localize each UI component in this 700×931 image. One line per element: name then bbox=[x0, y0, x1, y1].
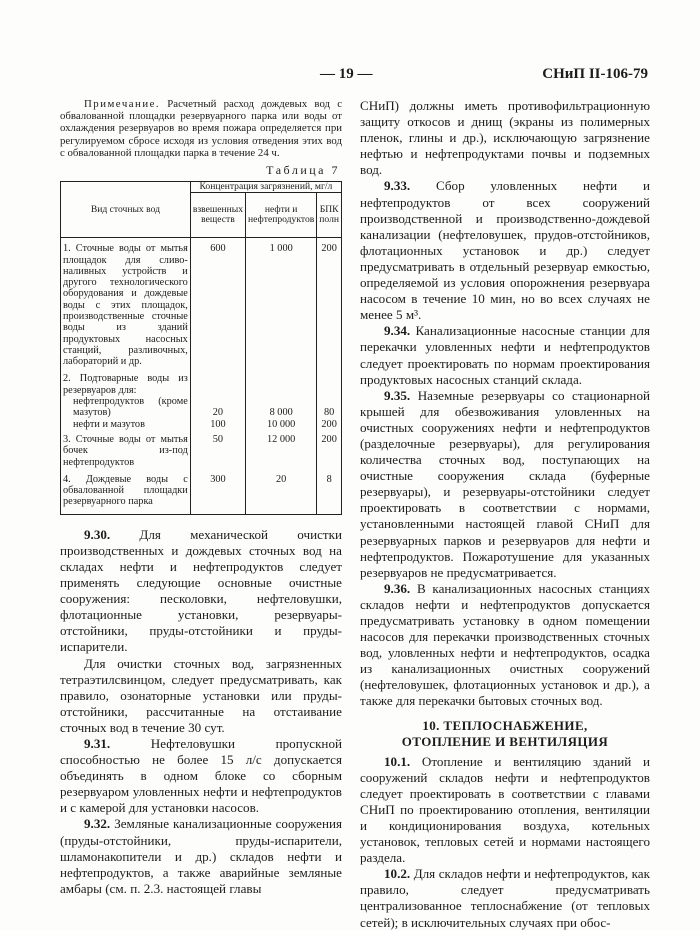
row-oil: 8 000 bbox=[246, 396, 317, 419]
table-caption: Таблица 7 bbox=[266, 163, 340, 178]
paragraph-9-30-b: Для очистки сточных вод, загрязненных тетраэтилсвинцом, следует предусматривать, как правило, озонаторные установки или пруды-отстойники, рассчитанные на отстаивание сточных вод в течение 30 сут. bbox=[60, 655, 342, 735]
row-bod bbox=[317, 367, 342, 396]
concentration-table bbox=[60, 181, 342, 515]
paragraph-number: 9.34. bbox=[384, 323, 411, 339]
paragraph-9-36 bbox=[360, 581, 650, 710]
paragraph-number: 9.31. bbox=[84, 735, 111, 751]
row-suspended bbox=[190, 367, 245, 396]
row-label: 1. Сточные воды от мытья площадок для сливо-наливных устройств и другого технологического оборудования и дождевые воды с этих площадок, производственные сточные воды из зданий продуктовых насосных станций, разливочных, лабораторий и др. bbox=[61, 238, 191, 368]
row-label: 2. Подтоварные воды из резервуаров для: bbox=[61, 367, 191, 396]
row-bod: 200 bbox=[317, 238, 342, 368]
table-row bbox=[61, 238, 342, 368]
paragraph-number: 10.2. bbox=[384, 866, 411, 882]
table-row bbox=[61, 367, 342, 396]
row-suspended: 50 bbox=[190, 430, 245, 468]
paragraph-text: Нефтеловушки пропускной способностью не более 15 л/с допускается объединять в одном блоке со сборным резервуаром уловленных нефти и нефтепродуктов и с камерой для установки насосов. bbox=[60, 735, 342, 816]
row-label: 4. Дождевые воды с обвалованной площадки резервуарного парка bbox=[61, 468, 191, 514]
header-suspended: взвешенных веществ bbox=[190, 193, 245, 238]
paragraph-9-30 bbox=[60, 527, 342, 656]
paragraph-9-32 bbox=[60, 816, 342, 896]
paragraph-text: Земляные канализационные сооружения (пруды-отстойники, пруды-испарители, шламонакопители и др.) складов нефти и нефтепродуктов, а также аварийные земляные амбары (см. п. 2.3. настоящей главы bbox=[60, 816, 342, 896]
row-oil: 20 bbox=[246, 468, 317, 514]
row-bod: 200 bbox=[317, 419, 342, 430]
paragraph-text: Для механической очистки производственных и дождевых сточных вод на складах нефти и нефтепродуктов следует применять следующие основные очистные сооружения: песколовки, нефтеловушки, флотационные установки, резервуары-отстойники, пруды-отстойники и пруды-испарители. bbox=[60, 526, 342, 655]
paragraph-continuation: СНиП) должны иметь противофильтрационную защиту откосов и днищ (экраны из полимерных пленок, глины и др.), исключающую загрязнение нефтью и нефтепродуктами почвы и подземных вод. bbox=[360, 98, 650, 178]
paragraph-10-2 bbox=[360, 866, 650, 930]
document-code: СНиП II-106-79 bbox=[542, 66, 648, 82]
header-bod: БПК полн bbox=[317, 193, 342, 238]
paragraph-text: Отопление и вентиляцию зданий и сооружений складов нефти и нефтепродуктов следует проектировать в соответствии с главами СНиП по проектированию отопления, вентиляции и кондиционирования воздуха, котельных установок, тепловых сетей и нормами настоящего раздела. bbox=[360, 753, 650, 866]
row-oil: 10 000 bbox=[246, 419, 317, 430]
table-row bbox=[61, 396, 342, 419]
row-suspended: 600 bbox=[190, 238, 245, 368]
paragraph-text: Наземные резервуары со стационарной крышей для обезвоживания уловленных на очистных сооружениях нефти и нефтепродуктов (разделочные резервуары), для регулирования количества сточных вод, поступающих на очистные сооружения склада (буферные резервуары), и резервуары-отстойники следует проектировать в соответствии с нормами, установленными настоящей главой СНиП для резервуарных парков и резервуаров для нефти и нефтепродуктов. Пожаротушение для указанных резервуаров не предусматривается. bbox=[360, 387, 650, 580]
row-oil: 1 000 bbox=[246, 238, 317, 368]
table-note bbox=[60, 98, 342, 159]
table-row bbox=[61, 419, 342, 430]
row-label: нефти и мазутов bbox=[61, 419, 191, 430]
row-bod: 80 bbox=[317, 396, 342, 419]
paragraph-number: 10.1. bbox=[384, 753, 411, 769]
paragraph-9-34 bbox=[360, 323, 650, 387]
row-suspended: 20 bbox=[190, 396, 245, 419]
paragraph-number: 9.35. bbox=[384, 387, 411, 403]
row-label: нефтепродуктов (кроме мазутов) bbox=[61, 396, 191, 419]
paragraph-text: В канализационных насосных станциях складов нефти и нефтепродуктов допускается предусматривать установку в одном помещении насосов для перекачки производственных сточных вод, уловленных нефти и нефтепродуктов, осадка из канализационных очистных сооружений (нефтеловушек, флотационных установок и др.), а также для перекачки бытовых сточных вод. bbox=[360, 580, 651, 709]
paragraph-number: 9.32. bbox=[84, 816, 111, 832]
table-row bbox=[61, 468, 342, 514]
row-label: 3. Сточные воды от мытья бочек из-под нефтепродуктов bbox=[61, 430, 191, 468]
paragraph-9-35 bbox=[360, 388, 650, 581]
section-title-line-1: 10. ТЕПЛОСНАБЖЕНИЕ, bbox=[422, 717, 588, 733]
row-suspended: 300 bbox=[190, 468, 245, 514]
row-bod: 8 bbox=[317, 468, 342, 514]
table-row bbox=[61, 430, 342, 468]
left-body-text bbox=[60, 527, 342, 897]
paragraph-10-1 bbox=[360, 754, 650, 867]
paragraph-number: 9.33. bbox=[384, 178, 411, 194]
page-number: — 19 — bbox=[320, 66, 373, 82]
paragraph-text: Канализационные насосные станции для перекачки уловленных нефти и нефтепродуктов следует проектировать по нормам проектирования продуктовых насосных станций склада. bbox=[360, 323, 650, 387]
header-kind: Вид сточных вод bbox=[61, 182, 191, 238]
note-text: Расчетный расход дождевых вод с обвалованной площадки резервуарного парка или воды от охлаждения резервуаров во время пожара определяется при регулируемом сбросе исходя из условия отведения этих вод с обвалованной площадки парка в течение 24 ч. bbox=[60, 98, 342, 159]
paragraph-9-31 bbox=[60, 736, 342, 816]
left-column bbox=[60, 98, 342, 897]
note-label: Примечание. bbox=[84, 98, 161, 110]
paragraph-number: 9.30. bbox=[84, 526, 111, 542]
row-bod: 200 bbox=[317, 430, 342, 468]
section-title-line-2: ОТОПЛЕНИЕ И ВЕНТИЛЯЦИЯ bbox=[401, 733, 609, 749]
right-column bbox=[360, 98, 650, 931]
paragraph-number: 9.36. bbox=[384, 580, 411, 596]
paragraph-9-33 bbox=[360, 178, 650, 323]
header-concentration: Концентрация загрязнений, мг/л bbox=[190, 182, 341, 193]
row-oil bbox=[246, 367, 317, 396]
row-suspended: 100 bbox=[190, 419, 245, 430]
header-oil: нефти и нефтепродуктов bbox=[246, 193, 317, 238]
paragraph-text: Для складов нефти и нефтепродуктов, как правило, следует предусматривать централизованное теплоснабжение (от тепловых сетей); в исключительных случаях при обос- bbox=[360, 866, 650, 930]
paragraph-text: Сбор уловленных нефти и нефтепродуктов от всех сооружений производственной и производственно-дождевой канализации (нефтеловушек, прудов-отстойников, флотационных установок и др.) следует предусматривать в отдельный резервуар емкостью, определяемой из условия опорожнения резервуара насосом в течение 10 мин, но во всех случаях не менее 5 м³. bbox=[360, 178, 650, 323]
row-oil: 12 000 bbox=[246, 430, 317, 468]
section-title bbox=[360, 718, 650, 750]
